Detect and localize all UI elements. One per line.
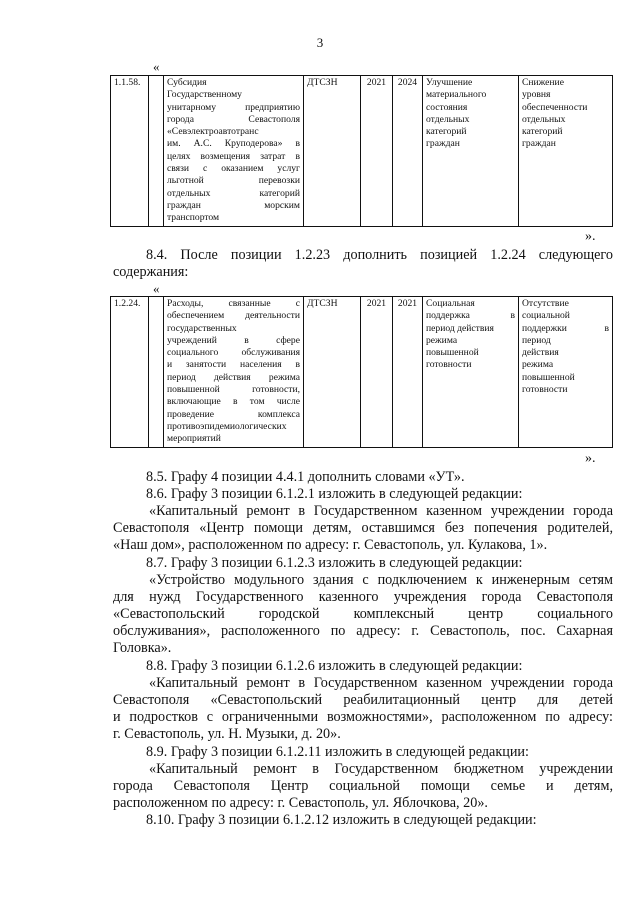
table2-open-quote: « [153,281,160,296]
para-8-8: 8.8. Графу 3 позиции 6.1.2.6 изложить в следующей редакции: [146,658,523,674]
table2-year-end: 2021 [393,297,423,448]
table1-year-end: 2024 [393,76,423,227]
para-8-10: 8.10. Графу 3 позиции 6.1.2.12 изложить в следующей редакции: [146,812,537,828]
table1-executor: ДТСЗН [304,76,361,227]
para-8-9: 8.9. Графу 3 позиции 6.1.2.11 изложить в следующей редакции: [146,744,529,760]
table1-close-quote: ». [585,229,596,244]
table1-position-number: 1.1.58. [111,76,149,227]
para-8-6: 8.6. Графу 3 позиции 6.1.2.1 изложить в следующей редакции: [146,486,523,502]
table2-empty-cell [149,297,164,448]
para-8-4: 8.4. После позиции 1.2.23 дополнить позицией 1.2.24 следующего [146,247,613,263]
table1-year-start: 2021 [361,76,393,227]
quote-8-7: «Устройство модульного здания с подключением к инженерным сетям для нужд Государственного казенного учреждения города Севастополя «Севастопольский городской комплексный центр социального обслуживания», расположенного по адресу: г. Севастополь, пос. Сахарная Головка». [113,572,613,656]
table2-position-number: 1.2.24. [111,297,149,448]
table1-result: Улучшение материального состояния отдельных категорий граждан [423,76,519,227]
table1-open-quote: « [153,59,160,74]
quote-8-9: «Капитальный ремонт в Государственном бюджетном учреждении города Севастополя Центр социальной помощи семье и детям, расположенном по адресу: г. Севастополь, ул. Яблочкова, 20». [113,761,613,811]
page-number: 3 [316,35,324,50]
table1-empty-cell [149,76,164,227]
table2-close-quote: ». [585,451,596,466]
table2 [110,296,613,448]
table1-risk: Снижение уровня обеспеченности отдельных категорий граждан [519,76,613,227]
para-8-5: 8.5. Графу 4 позиции 4.4.1 дополнить словами «УТ». [146,469,465,485]
para-8-4-cont: содержания: [113,264,189,280]
table2-year-start: 2021 [361,297,393,448]
table2-result: Социальная поддержка в период действия режима повышенной готовности [423,297,519,448]
table1-subject: Субсидия Государственному унитарному предприятию города Севастополя «Севэлектроавтотранс им. А.С. Круподерова» в целях возмещения затрат в связи с оказанием услуг льготной перевозки отдельных категорий граждан морским транспортом [164,76,304,227]
table2-risk: Отсутствие социальной поддержки в период действия режима повышенной готовности [519,297,613,448]
table1 [110,75,613,227]
para-8-7: 8.7. Графу 3 позиции 6.1.2.3 изложить в следующей редакции: [146,555,523,571]
table2-subject: Расходы, связанные с обеспечением деятельности государственных учреждений в сфере социального обслуживания и занятости населения в период действия режима повышенной готовности, включающие в том числе проведение комплекса противоэпидемиологических мероприятий [164,297,304,448]
quote-8-8: «Капитальный ремонт в Государственном казенном учреждении города Севастополя «Севастопольский реабилитационный центр для детей и подростков с ограниченными возможностями», расположенном по адресу: г. Севастополь, ул. Н. Музыки, д. 20». [113,675,613,742]
quote-8-6: «Капитальный ремонт в Государственном казенном учреждении города Севастополя «Центр помощи детям, оставшимся без попечения родителей, «Наш дом», расположенном по адресу: г. Севастополь, ул. Кулакова, 1». [113,503,613,553]
table2-executor: ДТСЗН [304,297,361,448]
